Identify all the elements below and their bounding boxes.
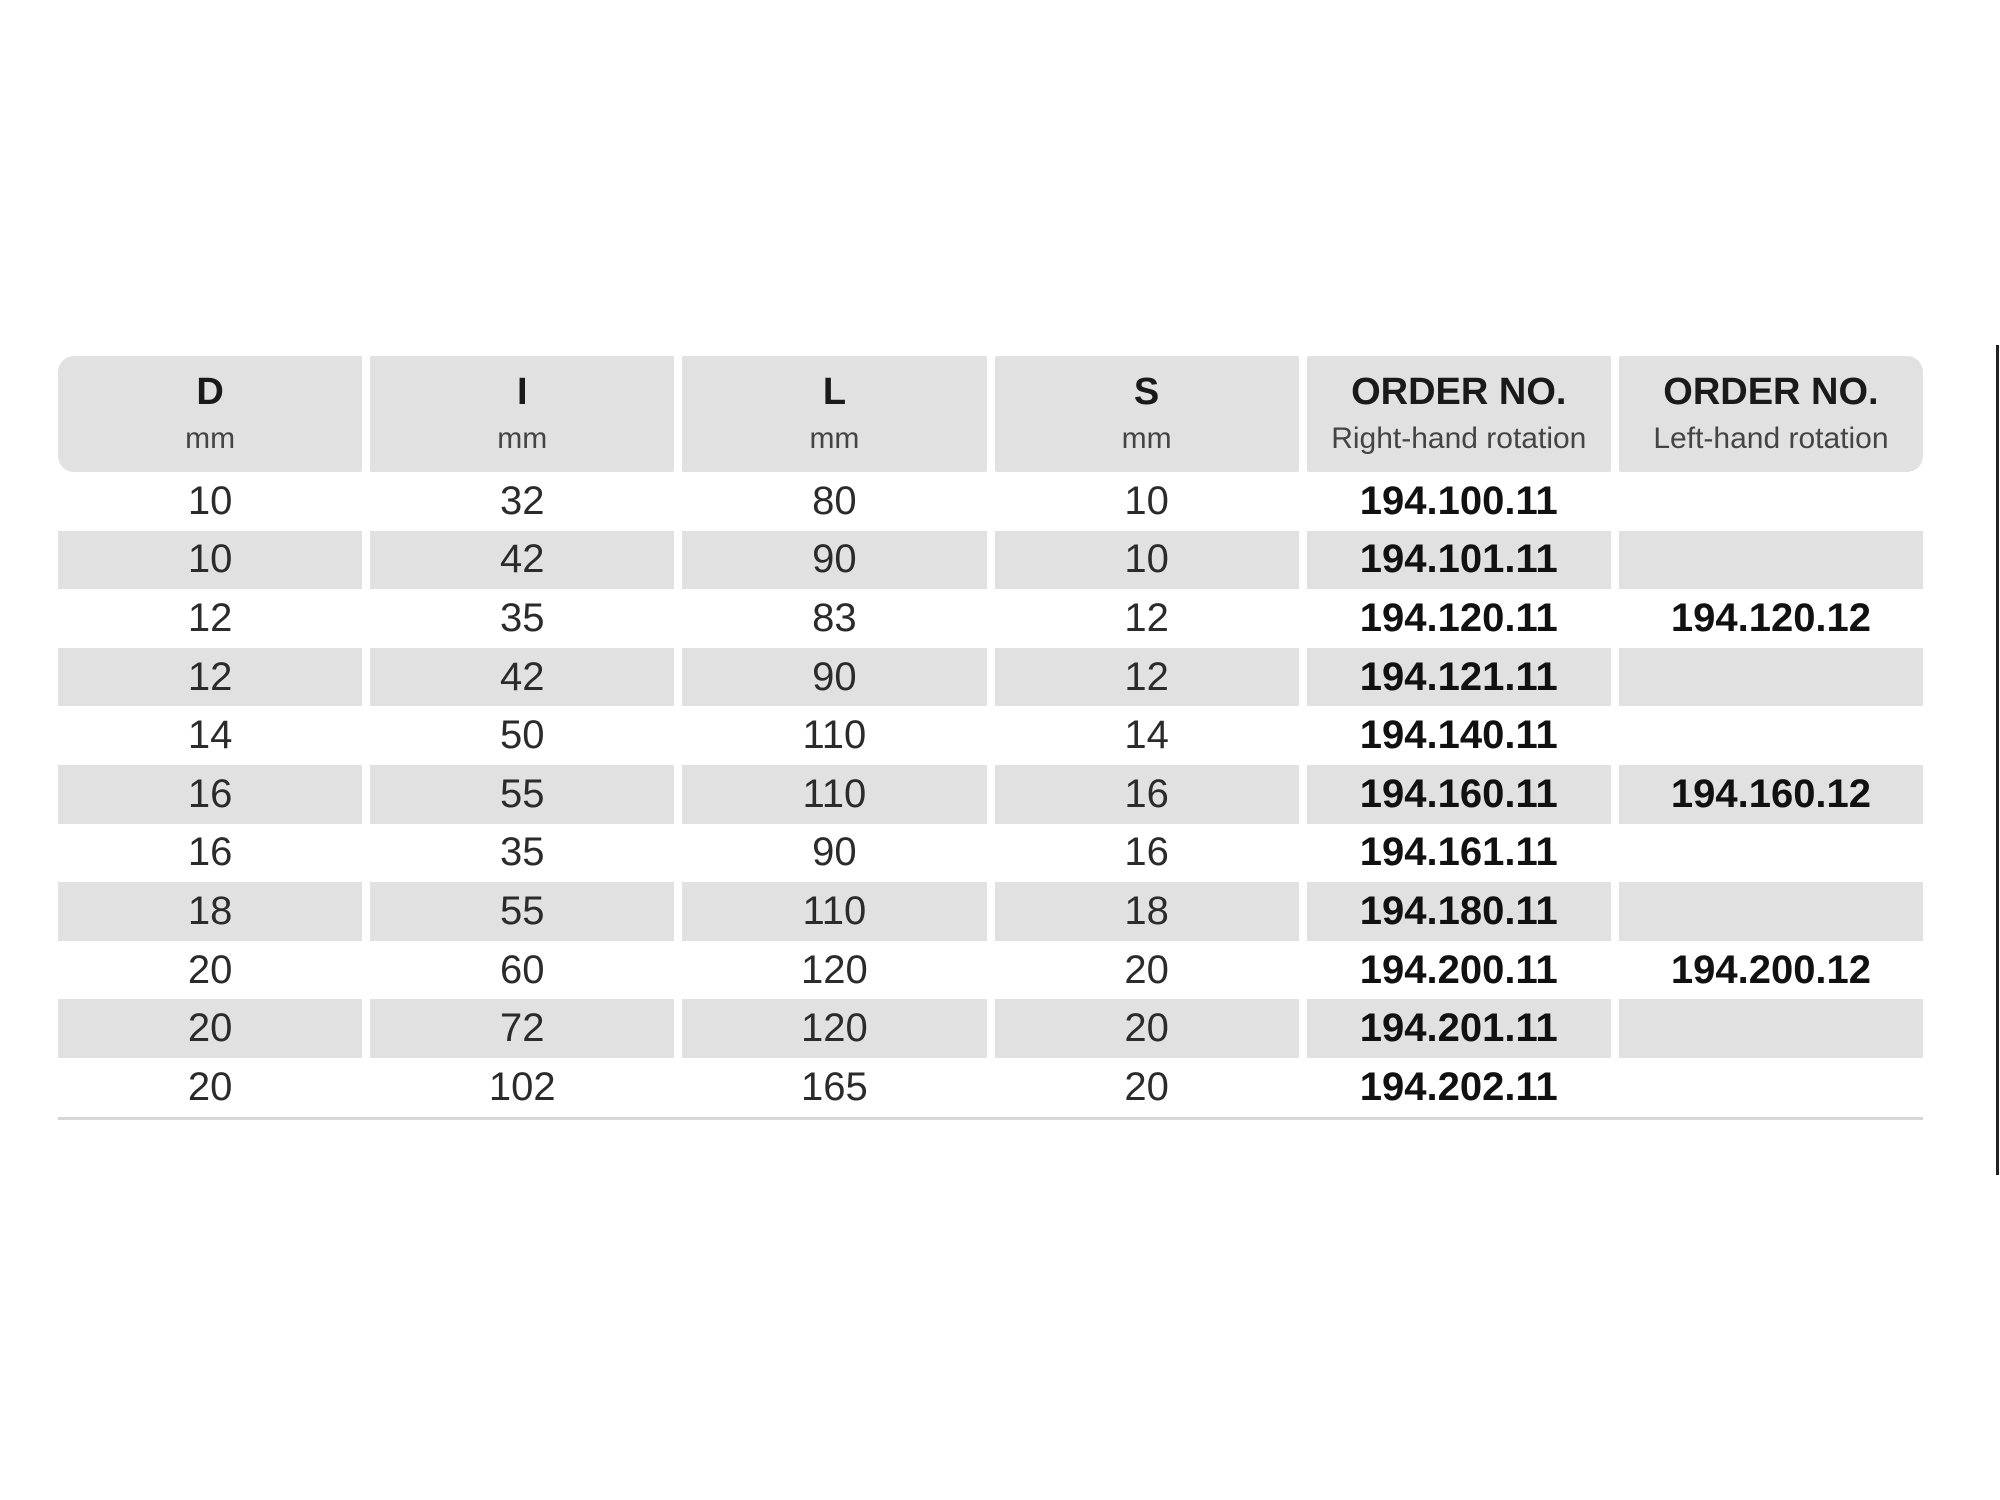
- cell-l: 90: [682, 648, 986, 707]
- header-title: S: [1133, 371, 1160, 413]
- cell-i: 55: [370, 765, 674, 824]
- table-body: [58, 472, 1923, 1117]
- cell-l: 90: [682, 531, 986, 590]
- table-row: [58, 941, 1923, 1000]
- table-row: [58, 531, 1923, 590]
- cell-order-left: [1619, 1058, 1923, 1117]
- cell-d: 20: [187, 947, 233, 992]
- header-unit: mm: [1121, 422, 1172, 455]
- cell-i: 42: [370, 531, 674, 590]
- cell-order-left: [1619, 999, 1923, 1058]
- cell-d: 16: [58, 765, 362, 824]
- cell-s: 12: [995, 648, 1299, 707]
- header-l: [682, 356, 986, 472]
- cell-i: 60: [500, 947, 545, 992]
- cell-l: 120: [682, 999, 986, 1058]
- page-edge-line: [1996, 345, 1999, 1175]
- cell-order-left: [1619, 882, 1923, 941]
- table-row: [58, 589, 1923, 648]
- cell-order-right: 194.120.11: [1359, 595, 1558, 640]
- cell-l: 110: [682, 765, 986, 824]
- cell-order-left: [1619, 531, 1923, 590]
- header-unit: mm: [185, 422, 236, 455]
- table-row: [58, 706, 1923, 765]
- cell-order-right: 194.200.11: [1359, 947, 1558, 992]
- cell-i: 42: [370, 648, 674, 707]
- cell-order-left: 194.160.12: [1619, 765, 1923, 824]
- cell-order-left: [1619, 706, 1923, 765]
- cell-i: 55: [370, 882, 674, 941]
- cell-order-right: 194.161.11: [1359, 830, 1558, 875]
- header-order-left: [1619, 356, 1923, 472]
- table-row: [58, 472, 1923, 531]
- header-title: ORDER NO.: [1663, 371, 1879, 413]
- cell-d: 14: [187, 713, 233, 758]
- cell-order-left: [1619, 824, 1923, 883]
- order-table: [58, 356, 1923, 1120]
- table-row: [58, 999, 1923, 1058]
- cell-order-left: 194.200.12: [1670, 947, 1872, 992]
- cell-i: 50: [500, 713, 545, 758]
- cell-l: 83: [812, 595, 857, 640]
- cell-s: 20: [1124, 1064, 1169, 1109]
- cell-order-right: 194.180.11: [1307, 882, 1611, 941]
- header-subtitle: Left-hand rotation: [1653, 422, 1889, 455]
- header-i: [370, 356, 674, 472]
- cell-l: 110: [802, 713, 867, 758]
- cell-l: 90: [812, 830, 857, 875]
- header-subtitle: Right-hand rotation: [1331, 422, 1587, 455]
- cell-s: 20: [1124, 947, 1169, 992]
- cell-order-right: 194.140.11: [1359, 713, 1558, 758]
- cell-order-right: 194.101.11: [1307, 531, 1611, 590]
- cell-i: 32: [500, 478, 545, 523]
- cell-order-right: 194.160.11: [1307, 765, 1611, 824]
- cell-s: 12: [1124, 595, 1169, 640]
- cell-order-left: [1619, 648, 1923, 707]
- cell-l: 165: [801, 1064, 868, 1109]
- cell-d: 18: [58, 882, 362, 941]
- cell-s: 10: [1124, 478, 1169, 523]
- cell-d: 10: [187, 478, 233, 523]
- cell-l: 80: [812, 478, 857, 523]
- cell-i: 35: [500, 595, 545, 640]
- cell-order-left: 194.120.12: [1670, 595, 1872, 640]
- cell-i: 102: [488, 1064, 556, 1109]
- cell-d: 20: [58, 999, 362, 1058]
- cell-s: 18: [995, 882, 1299, 941]
- cell-i: 35: [500, 830, 545, 875]
- table-header: [58, 356, 1923, 472]
- cell-i: 72: [370, 999, 674, 1058]
- table-row: [58, 648, 1923, 707]
- table-row: [58, 765, 1923, 824]
- cell-l: 120: [801, 947, 868, 992]
- cell-d: 12: [187, 595, 233, 640]
- cell-d: 20: [187, 1064, 233, 1109]
- cell-order-left: [1619, 472, 1923, 531]
- cell-order-right: 194.201.11: [1307, 999, 1611, 1058]
- table-row: [58, 824, 1923, 883]
- header-title: L: [822, 371, 847, 413]
- header-s: [995, 356, 1299, 472]
- header-order-right: [1307, 356, 1611, 472]
- header-d: [58, 356, 362, 472]
- header-unit: mm: [497, 422, 548, 455]
- table-bottom-rule: [58, 1117, 1923, 1120]
- cell-order-right: 194.202.11: [1359, 1064, 1558, 1109]
- cell-s: 14: [1124, 713, 1169, 758]
- table-row: [58, 1058, 1923, 1117]
- header-title: ORDER NO.: [1351, 371, 1567, 413]
- cell-l: 110: [682, 882, 986, 941]
- cell-s: 16: [1124, 830, 1169, 875]
- cell-s: 20: [995, 999, 1299, 1058]
- header-title: I: [516, 371, 528, 413]
- cell-order-right: 194.121.11: [1307, 648, 1611, 707]
- cell-d: 16: [187, 830, 233, 875]
- cell-s: 16: [995, 765, 1299, 824]
- header-unit: mm: [809, 422, 860, 455]
- cell-d: 12: [58, 648, 362, 707]
- table-row: [58, 882, 1923, 941]
- cell-s: 10: [995, 531, 1299, 590]
- cell-order-right: 194.100.11: [1359, 478, 1558, 523]
- header-title: D: [196, 371, 224, 413]
- cell-d: 10: [58, 531, 362, 590]
